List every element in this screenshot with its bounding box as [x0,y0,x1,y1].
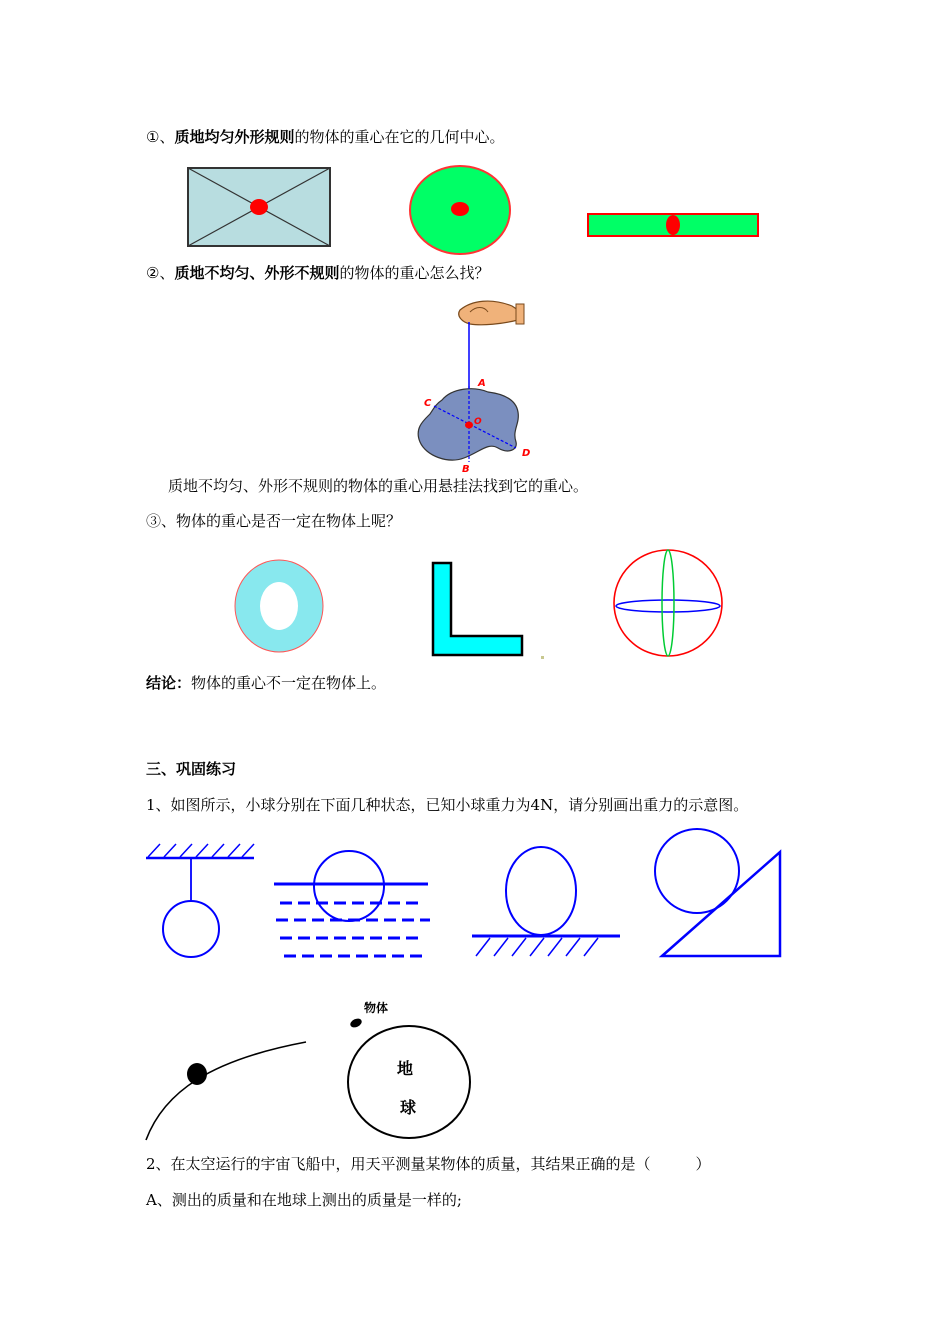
ring-hole [260,582,298,630]
ball [506,847,576,935]
item-marker: ②、 [146,264,175,282]
l-shaped-bracket [433,563,522,655]
earth-circle [348,1026,470,1138]
meridian-ellipse [662,550,674,656]
object-label: 物体 [364,1001,389,1015]
ball-against-incline-figure [652,822,786,962]
earth-figure [340,996,476,1144]
projectile-figure [140,1036,310,1144]
bold-phrase: 质地均匀外形规则 [174,128,295,146]
small-object [349,1017,363,1029]
trajectory-curve [146,1042,306,1140]
question-gravity-on-object: ③、物体的重心是否一定在物体上呢？ [146,512,402,530]
bold-phrase: 质地不均匀、外形不规则 [174,264,340,282]
disc-centroid-figure [408,164,514,256]
sphere-figure [610,546,726,660]
statement-regular-objects [146,127,504,147]
suspension-method-figure [412,296,548,474]
label-o: O [474,417,482,427]
hanging-ball-figure [144,840,256,962]
label-a: A [478,378,486,389]
label-c: C [424,398,432,409]
earth-label-char: 球 [400,1098,417,1117]
option-a: A、测出的质量和在地球上测出的质量是一样的; [146,1191,462,1209]
stray-dot [541,656,544,659]
l-shape-figure [430,560,526,658]
question-1: 1、如图所示，小球分别在下面几种状态，已知小球重力为4N，请分别画出重力的示意图。 [146,796,749,814]
label-b: B [462,464,470,474]
section-heading: 三、巩固练习 [146,760,237,778]
question-text: 的物体的重心怎么找？ [339,264,490,282]
center-of-gravity-dot [451,202,469,216]
center-of-gravity-dot [250,199,268,215]
sphere-outline [614,550,722,656]
conclusion-label: 结论： [146,674,192,692]
conclusion [146,673,386,693]
rectangle-centroid-figure [186,166,334,250]
label-d: D [522,448,531,459]
ball [314,851,384,921]
ring-figure [232,558,326,654]
ground-hatch [476,938,598,956]
ball [163,901,219,957]
statement-text: 的物体的重心在它的几何中心。 [294,128,505,146]
center-of-gravity-dot [666,215,680,235]
equator-ellipse [616,600,720,612]
ceiling-hatch [148,844,254,857]
earth-label-char: 地 [397,1059,414,1078]
conclusion-text: 物体的重心不一定在物体上。 [191,674,387,692]
ball-on-ground-figure [470,846,624,960]
statement-irregular-objects [146,263,489,283]
question-2: 2、在太空运行的宇宙飞船中，用天平测量某物体的质量，其结果正确的是（ ） [146,1155,711,1173]
item-marker: ①、 [146,128,175,146]
hand-icon [459,301,524,325]
bar-centroid-figure [586,210,760,240]
ball [187,1063,207,1085]
suspension-method-text: 质地不均匀、外形不规则的物体的重心用悬挂法找到它的重心。 [168,477,589,495]
incline-triangle [662,852,780,956]
center-of-gravity-dot [465,422,473,429]
floating-ball-figure [272,842,432,962]
